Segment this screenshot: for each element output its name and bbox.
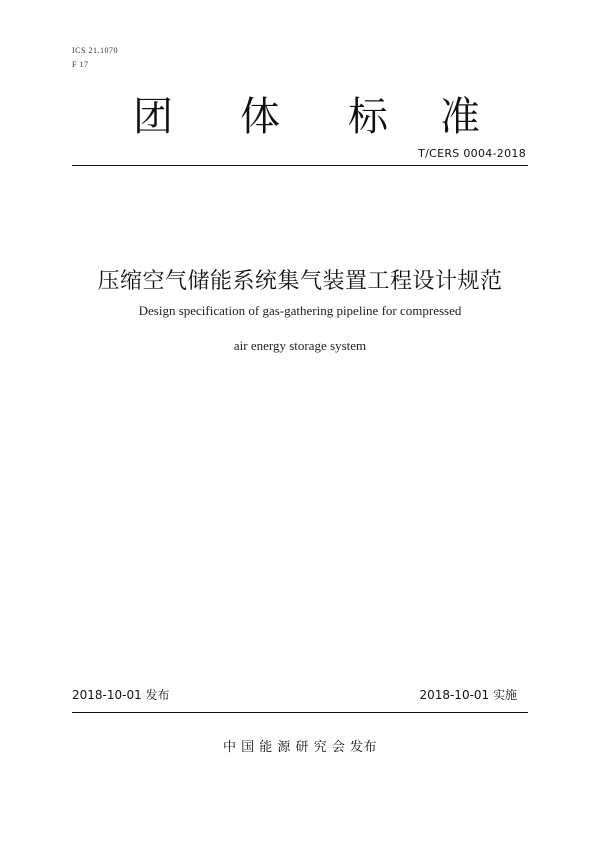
ccs-code: F 17: [72, 60, 89, 69]
standard-number: T/CERS 0004-2018: [418, 147, 526, 160]
header-divider: [72, 165, 528, 166]
publish-date: 2018-10-01 发布: [72, 688, 170, 702]
ics-code: ICS 21.1070: [72, 46, 118, 55]
implementation-date: 2018-10-01 实施: [419, 688, 517, 702]
standard-type-char: 团: [133, 94, 173, 140]
standard-type-char: 标: [348, 94, 388, 140]
document-title-en-line1: Design specification of gas-gathering pipeline for compressed: [138, 303, 462, 318]
standard-type-title: [0, 92, 600, 142]
document-title-en-line2: air energy storage system: [233, 338, 367, 353]
standard-type-char: 准: [440, 94, 480, 140]
classification-codes: [72, 44, 118, 72]
issuing-organization: 中 国 能 源 研 究 会 发布: [223, 740, 377, 755]
footer-divider: [72, 712, 528, 713]
standard-type-char: 体: [240, 94, 280, 140]
document-title-cn: 压缩空气储能系统集气装置工程设计规范: [97, 269, 503, 294]
